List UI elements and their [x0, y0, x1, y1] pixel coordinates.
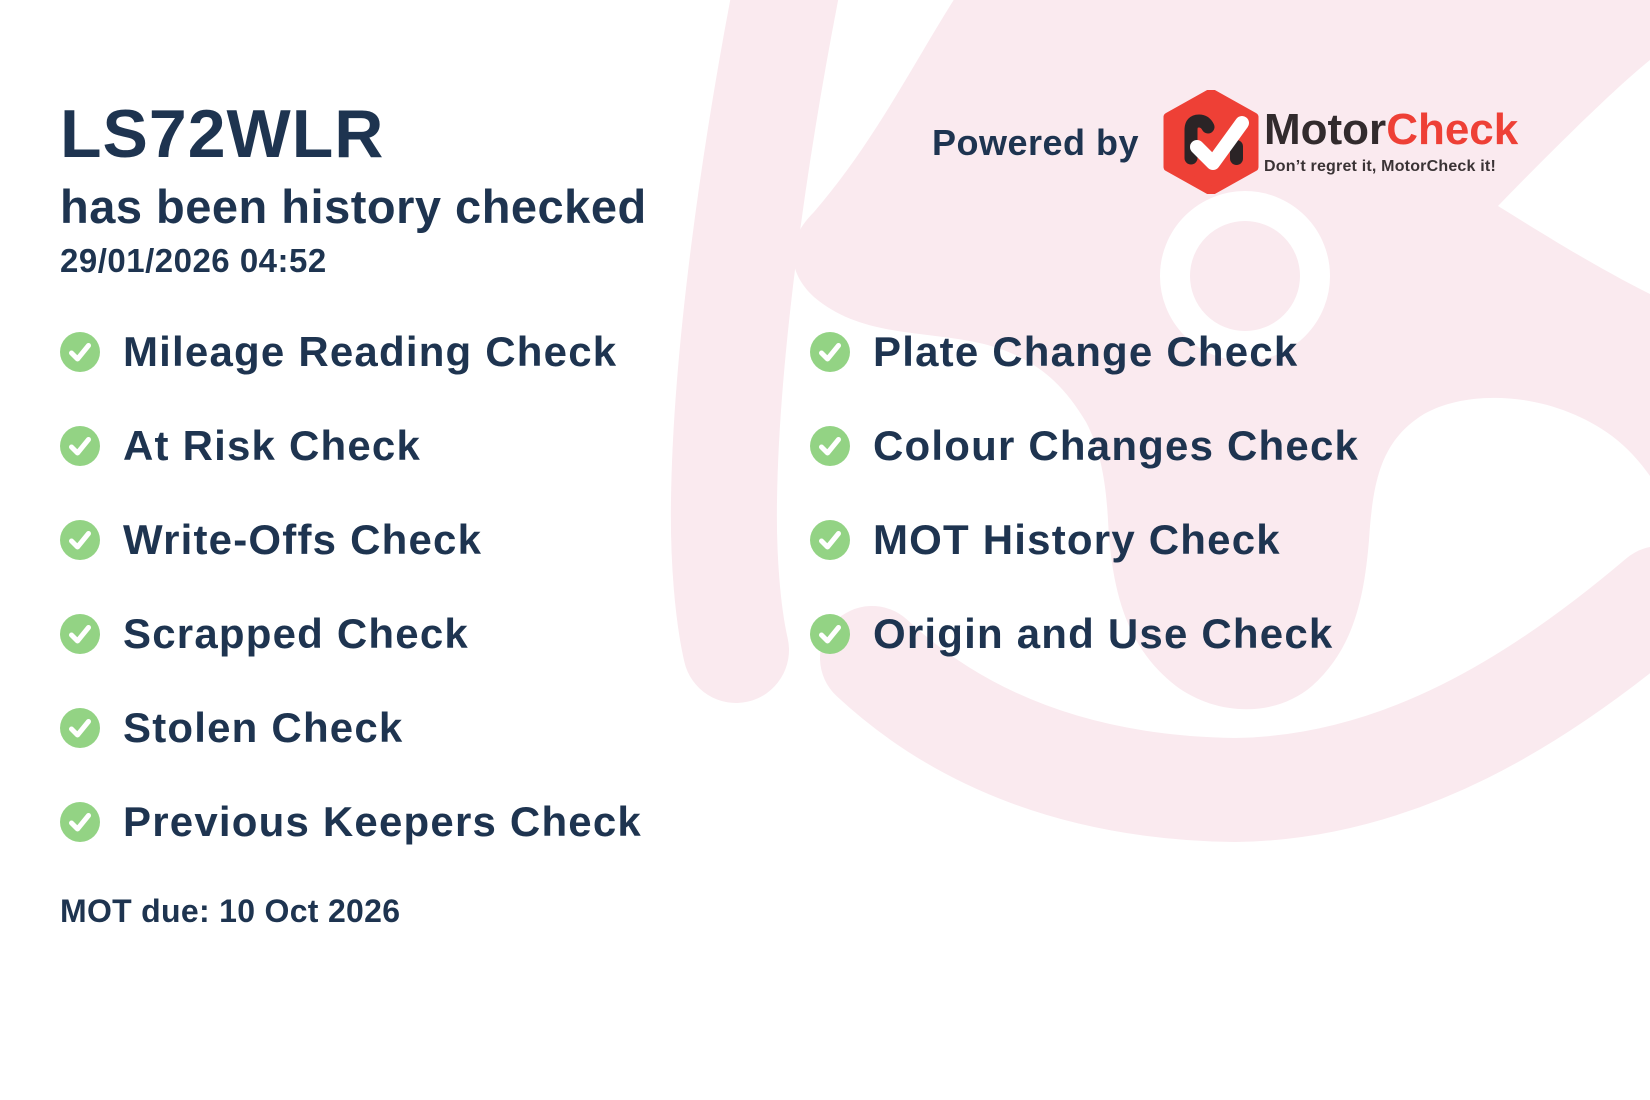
check-list-item [60, 324, 642, 380]
check-list-item [60, 700, 642, 756]
green-circle-check-icon [810, 332, 850, 372]
check-list-item [810, 512, 1359, 568]
check-item-label: Origin and Use Check [873, 610, 1334, 657]
brand-block [1264, 105, 1524, 176]
brand-name-check: Check [1386, 105, 1519, 154]
check-list-left [60, 324, 642, 850]
green-circle-check-icon [810, 614, 850, 654]
green-circle-check-icon [60, 332, 100, 372]
green-circle-check-icon [60, 426, 100, 466]
check-item-label: At Risk Check [123, 422, 422, 469]
check-list-item [810, 324, 1359, 380]
check-timestamp: 29/01/2026 04:52 [60, 242, 327, 279]
check-item-label: Scrapped Check [123, 610, 469, 657]
check-item-label: Stolen Check [123, 704, 404, 751]
page-title: has been history checked [60, 180, 647, 233]
brand-name [1264, 105, 1524, 154]
powered-by-label: Powered by [932, 122, 1140, 163]
green-circle-check-icon [60, 520, 100, 560]
check-list-item [60, 606, 642, 662]
check-list-item [810, 606, 1359, 662]
check-list-item [60, 512, 642, 568]
check-list-item [60, 418, 642, 474]
green-circle-check-icon [810, 426, 850, 466]
green-circle-check-icon [60, 614, 100, 654]
check-list-item [60, 794, 642, 850]
vehicle-registration: LS72WLR [60, 96, 385, 172]
check-list-item [810, 418, 1359, 474]
green-circle-check-icon [810, 520, 850, 560]
check-item-label: Previous Keepers Check [123, 798, 642, 845]
brand-tagline: Don’t regret it, MotorCheck it! [1264, 158, 1496, 175]
check-item-label: Colour Changes Check [873, 422, 1360, 469]
mot-due-date: MOT due: 10 Oct 2026 [60, 893, 401, 929]
check-item-label: Write-Offs Check [123, 516, 483, 563]
green-circle-check-icon [60, 802, 100, 842]
check-item-label: MOT History Check [873, 516, 1281, 563]
check-item-label: Mileage Reading Check [123, 328, 618, 375]
green-circle-check-icon [60, 708, 100, 748]
check-list-right [810, 324, 1359, 662]
check-item-label: Plate Change Check [873, 328, 1299, 375]
motorcheck-hexagon-check-icon [1163, 90, 1259, 194]
brand-name-motor: Motor [1264, 105, 1387, 154]
